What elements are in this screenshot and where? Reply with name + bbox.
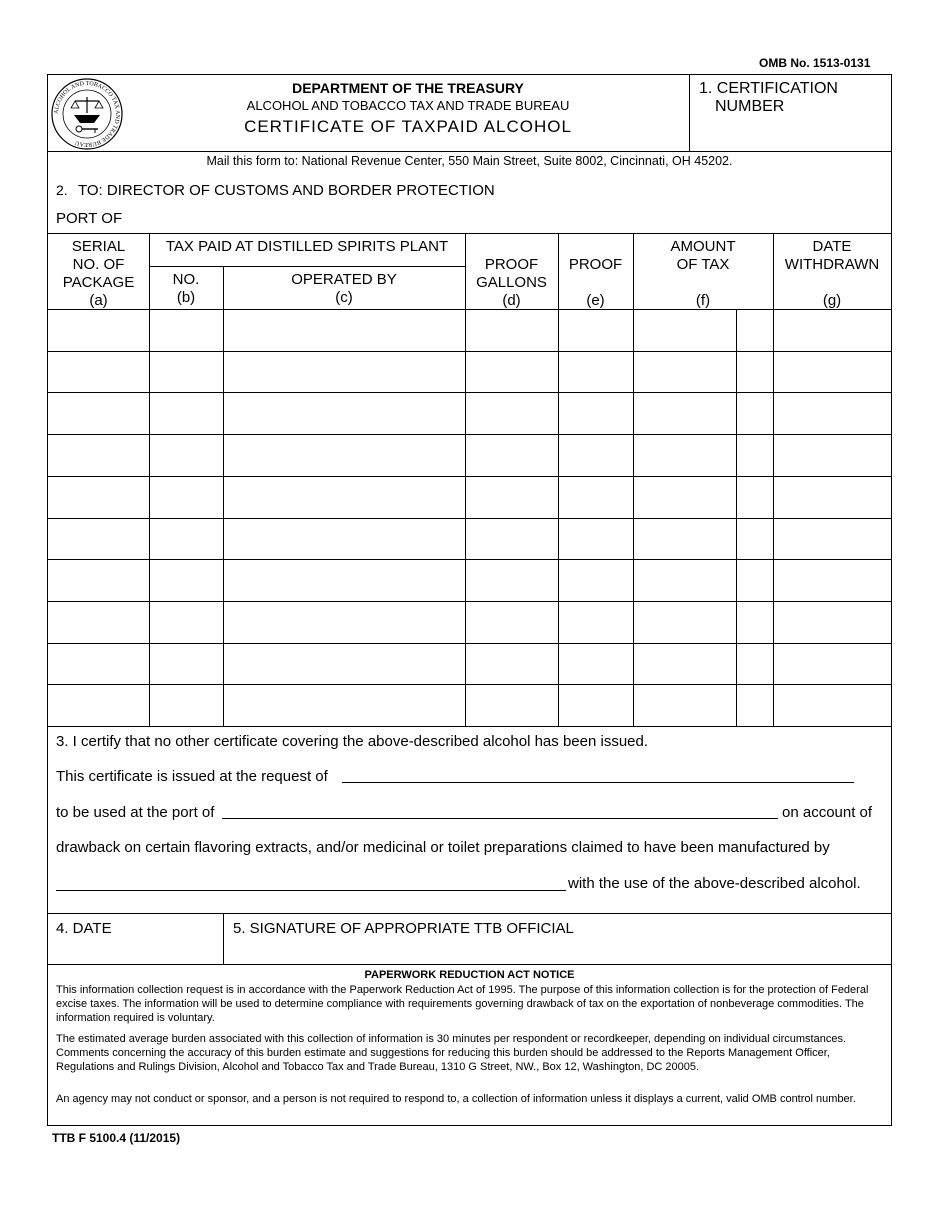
amount-of-tax-cents-cell[interactable] [736,559,773,601]
plant-no-cell[interactable] [149,476,223,518]
proof-cell[interactable] [558,559,633,601]
row-divider [48,518,891,519]
serial-no-cell[interactable] [48,392,149,434]
signature-label: 5. SIGNATURE OF APPROPRIATE TTB OFFICIAL [233,920,574,937]
col-a-header: SERIAL NO. OF PACKAGE (a) [62,238,135,309]
col-d-header: PROOF GALLONS (d) [476,256,547,309]
to-line: TO: DIRECTOR OF CUSTOMS AND BORDER PROTECTION [78,182,495,199]
notice-title: PAPERWORK REDUCTION ACT NOTICE [364,969,575,981]
row-divider [48,476,891,477]
port-label: to be used at the port of [56,804,215,821]
signature-field[interactable] [226,941,886,961]
date-withdrawn-cell[interactable] [773,643,891,685]
form-title: CERTIFICATE OF TAXPAID ALCOHOL [244,117,572,136]
date-withdrawn-cell[interactable] [773,601,891,643]
omb-number: OMB No. 1513-0131 [759,56,871,70]
table-row [48,392,891,434]
serial-no-cell[interactable] [48,351,149,393]
amount-of-tax-cents-cell[interactable] [736,392,773,434]
proof-gallons-cell[interactable] [465,351,558,393]
operated-by-cell[interactable] [223,518,465,560]
amount-of-tax-cents-cell[interactable] [736,434,773,476]
date-withdrawn-cell[interactable] [773,392,891,434]
date-withdrawn-cell[interactable] [773,518,891,560]
proof-cell[interactable] [558,392,633,434]
amount-of-tax-dollars-cell[interactable] [633,392,736,434]
row-divider [48,392,891,393]
notice-paragraph-3: An agency may not conduct or sponsor, and a person is not required to respond to, a collection of information unless it displays a current, valid OMB control number. [56,1093,856,1105]
seal-icon [50,77,124,151]
serial-no-cell[interactable] [48,601,149,643]
operated-by-cell[interactable] [223,434,465,476]
serial-no-cell[interactable] [48,518,149,560]
operated-by-cell[interactable] [223,643,465,685]
table-row [48,309,891,351]
to-item-number: 2. [56,182,68,198]
bureau-name: ALCOHOL AND TOBACCO TAX AND TRADE BUREAU [246,98,570,113]
serial-no-cell[interactable] [48,643,149,685]
table-row [48,434,891,476]
operated-by-cell[interactable] [223,601,465,643]
amount-of-tax-dollars-cell[interactable] [633,643,736,685]
row-divider [48,351,891,352]
on-account-of-label: on account of [782,804,873,821]
table-row [48,351,891,393]
amount-of-tax-cents-cell[interactable] [736,309,773,351]
date-withdrawn-cell[interactable] [773,559,891,601]
proof-gallons-cell[interactable] [465,601,558,643]
form-frame [47,74,892,1126]
svg-text:ALCOHOL AND TOBACCO TAX AND TR [54,81,120,147]
plant-no-cell[interactable] [149,601,223,643]
serial-no-cell[interactable] [48,559,149,601]
certification-number-label-2: NUMBER [715,98,785,115]
proof-cell[interactable] [558,601,633,643]
proof-gallons-cell[interactable] [465,518,558,560]
date-withdrawn-cell[interactable] [773,684,891,726]
serial-no-cell[interactable] [48,684,149,726]
plant-no-cell[interactable] [149,351,223,393]
row-divider [48,559,891,560]
operated-by-cell[interactable] [223,684,465,726]
serial-no-cell[interactable] [48,476,149,518]
proof-gallons-cell[interactable] [465,434,558,476]
amount-of-tax-dollars-cell[interactable] [633,309,736,351]
certification-number-label: 1. CERTIFICATION [699,80,838,97]
use-of-alcohol-label: with the use of the above-described alcohol. [568,875,861,892]
certification-number-field[interactable] [693,117,888,149]
table-row [48,476,891,518]
plant-no-cell[interactable] [149,392,223,434]
notice-paragraph-1: This information collection request is in accordance with the Paperwork Reduction Act of 1995. The purpose of this information collection is for the protection of Federal excise taxes. The information will be used to determine compliance with requirements governing drawback of tax on the exportation of nonbeverage commodities. The information required is voluntary. [56,984,869,1024]
col-b-header: NO. (b) [172,271,200,306]
seal-text: ALCOHOL AND TOBACCO TAX AND TRADE BUREAU [53,80,121,148]
amount-of-tax-cents-cell[interactable] [736,643,773,685]
amount-of-tax-dollars-cell[interactable] [633,518,736,560]
notice-paragraph-2: The estimated average burden associated with this collection of information is 30 minutes per respondent or recordkeeper, depending on individual circumstances. Comments concerning the accuracy of this burden estimate and suggestions for reducing this burden should be addressed to the Reports Management Officer, Regulations and Rulings Division, Alcohol and Tobacco Tax and Trade Bureau, 1310 G Street, NW., Box 12, Washington, DC 20005. [56,1033,847,1073]
date-field[interactable] [50,941,220,961]
date-withdrawn-cell[interactable] [773,351,891,393]
proof-cell[interactable] [558,643,633,685]
proof-cell[interactable] [558,476,633,518]
operated-by-cell[interactable] [223,559,465,601]
mail-instructions: Mail this form to: National Revenue Center, 550 Main Street, Suite 8002, Cincinnati, OH 45202. [206,154,733,168]
serial-no-cell[interactable] [48,434,149,476]
proof-gallons-cell[interactable] [465,309,558,351]
amount-of-tax-cents-cell[interactable] [736,518,773,560]
proof-cell[interactable] [558,351,633,393]
plant-no-cell[interactable] [149,643,223,685]
tax-paid-group-header: TAX PAID AT DISTILLED SPIRITS PLANT [165,238,449,255]
request-of-label: This certificate is issued at the request of [56,768,328,785]
request-of-field[interactable] [342,765,854,782]
proof-cell[interactable] [558,434,633,476]
bureau-seal [50,77,124,151]
proof-gallons-cell[interactable] [465,684,558,726]
port-of-label: PORT OF [56,210,123,227]
col-e-header: PROOF (e) [568,256,623,309]
date-label: 4. DATE [56,920,112,937]
col-f-header: AMOUNT OF TAX (f) [670,238,736,309]
operated-by-cell[interactable] [223,392,465,434]
date-withdrawn-cell[interactable] [773,476,891,518]
amount-of-tax-cents-cell[interactable] [736,601,773,643]
plant-no-cell[interactable] [149,434,223,476]
amount-of-tax-cents-cell[interactable] [736,476,773,518]
table-row [48,559,891,601]
amount-of-tax-dollars-cell[interactable] [633,351,736,393]
table-row [48,643,891,685]
manufacturer-field[interactable] [56,873,566,890]
amount-of-tax-cents-cell[interactable] [736,684,773,726]
amount-of-tax-cents-cell[interactable] [736,351,773,393]
port-of-field[interactable] [128,207,728,229]
row-divider [48,684,891,685]
table-row [48,684,891,726]
amount-of-tax-dollars-cell[interactable] [633,476,736,518]
row-divider [48,601,891,602]
serial-no-cell[interactable] [48,309,149,351]
col-g-header: DATE WITHDRAWN (g) [784,238,880,309]
port-field[interactable] [222,801,778,818]
proof-gallons-cell[interactable] [465,559,558,601]
proof-gallons-cell[interactable] [465,643,558,685]
table-row [48,518,891,560]
proof-gallons-cell[interactable] [465,392,558,434]
department-title: DEPARTMENT OF THE TREASURY [292,80,524,96]
row-divider [48,434,891,435]
table-row [48,601,891,643]
amount-of-tax-dollars-cell[interactable] [633,434,736,476]
amount-of-tax-dollars-cell[interactable] [633,684,736,726]
certification-statement: 3. I certify that no other certificate covering the above-described alcohol has been issued. [56,733,649,750]
form-number: TTB F 5100.4 (11/2015) [52,1131,181,1145]
proof-cell[interactable] [558,684,633,726]
operated-by-cell[interactable] [223,309,465,351]
drawback-statement: drawback on certain flavoring extracts, and/or medicinal or toilet preparations claimed to have been manufactured by [56,839,830,856]
col-c-header: OPERATED BY (c) [291,271,397,306]
amount-of-tax-dollars-cell[interactable] [633,601,736,643]
plant-no-cell[interactable] [149,309,223,351]
amount-of-tax-dollars-cell[interactable] [633,559,736,601]
plant-no-cell[interactable] [149,559,223,601]
plant-no-cell[interactable] [149,518,223,560]
date-withdrawn-cell[interactable] [773,434,891,476]
operated-by-cell[interactable] [223,476,465,518]
proof-cell[interactable] [558,309,633,351]
plant-no-cell[interactable] [149,684,223,726]
proof-gallons-cell[interactable] [465,476,558,518]
date-withdrawn-cell[interactable] [773,309,891,351]
row-divider [48,643,891,644]
proof-cell[interactable] [558,518,633,560]
operated-by-cell[interactable] [223,351,465,393]
